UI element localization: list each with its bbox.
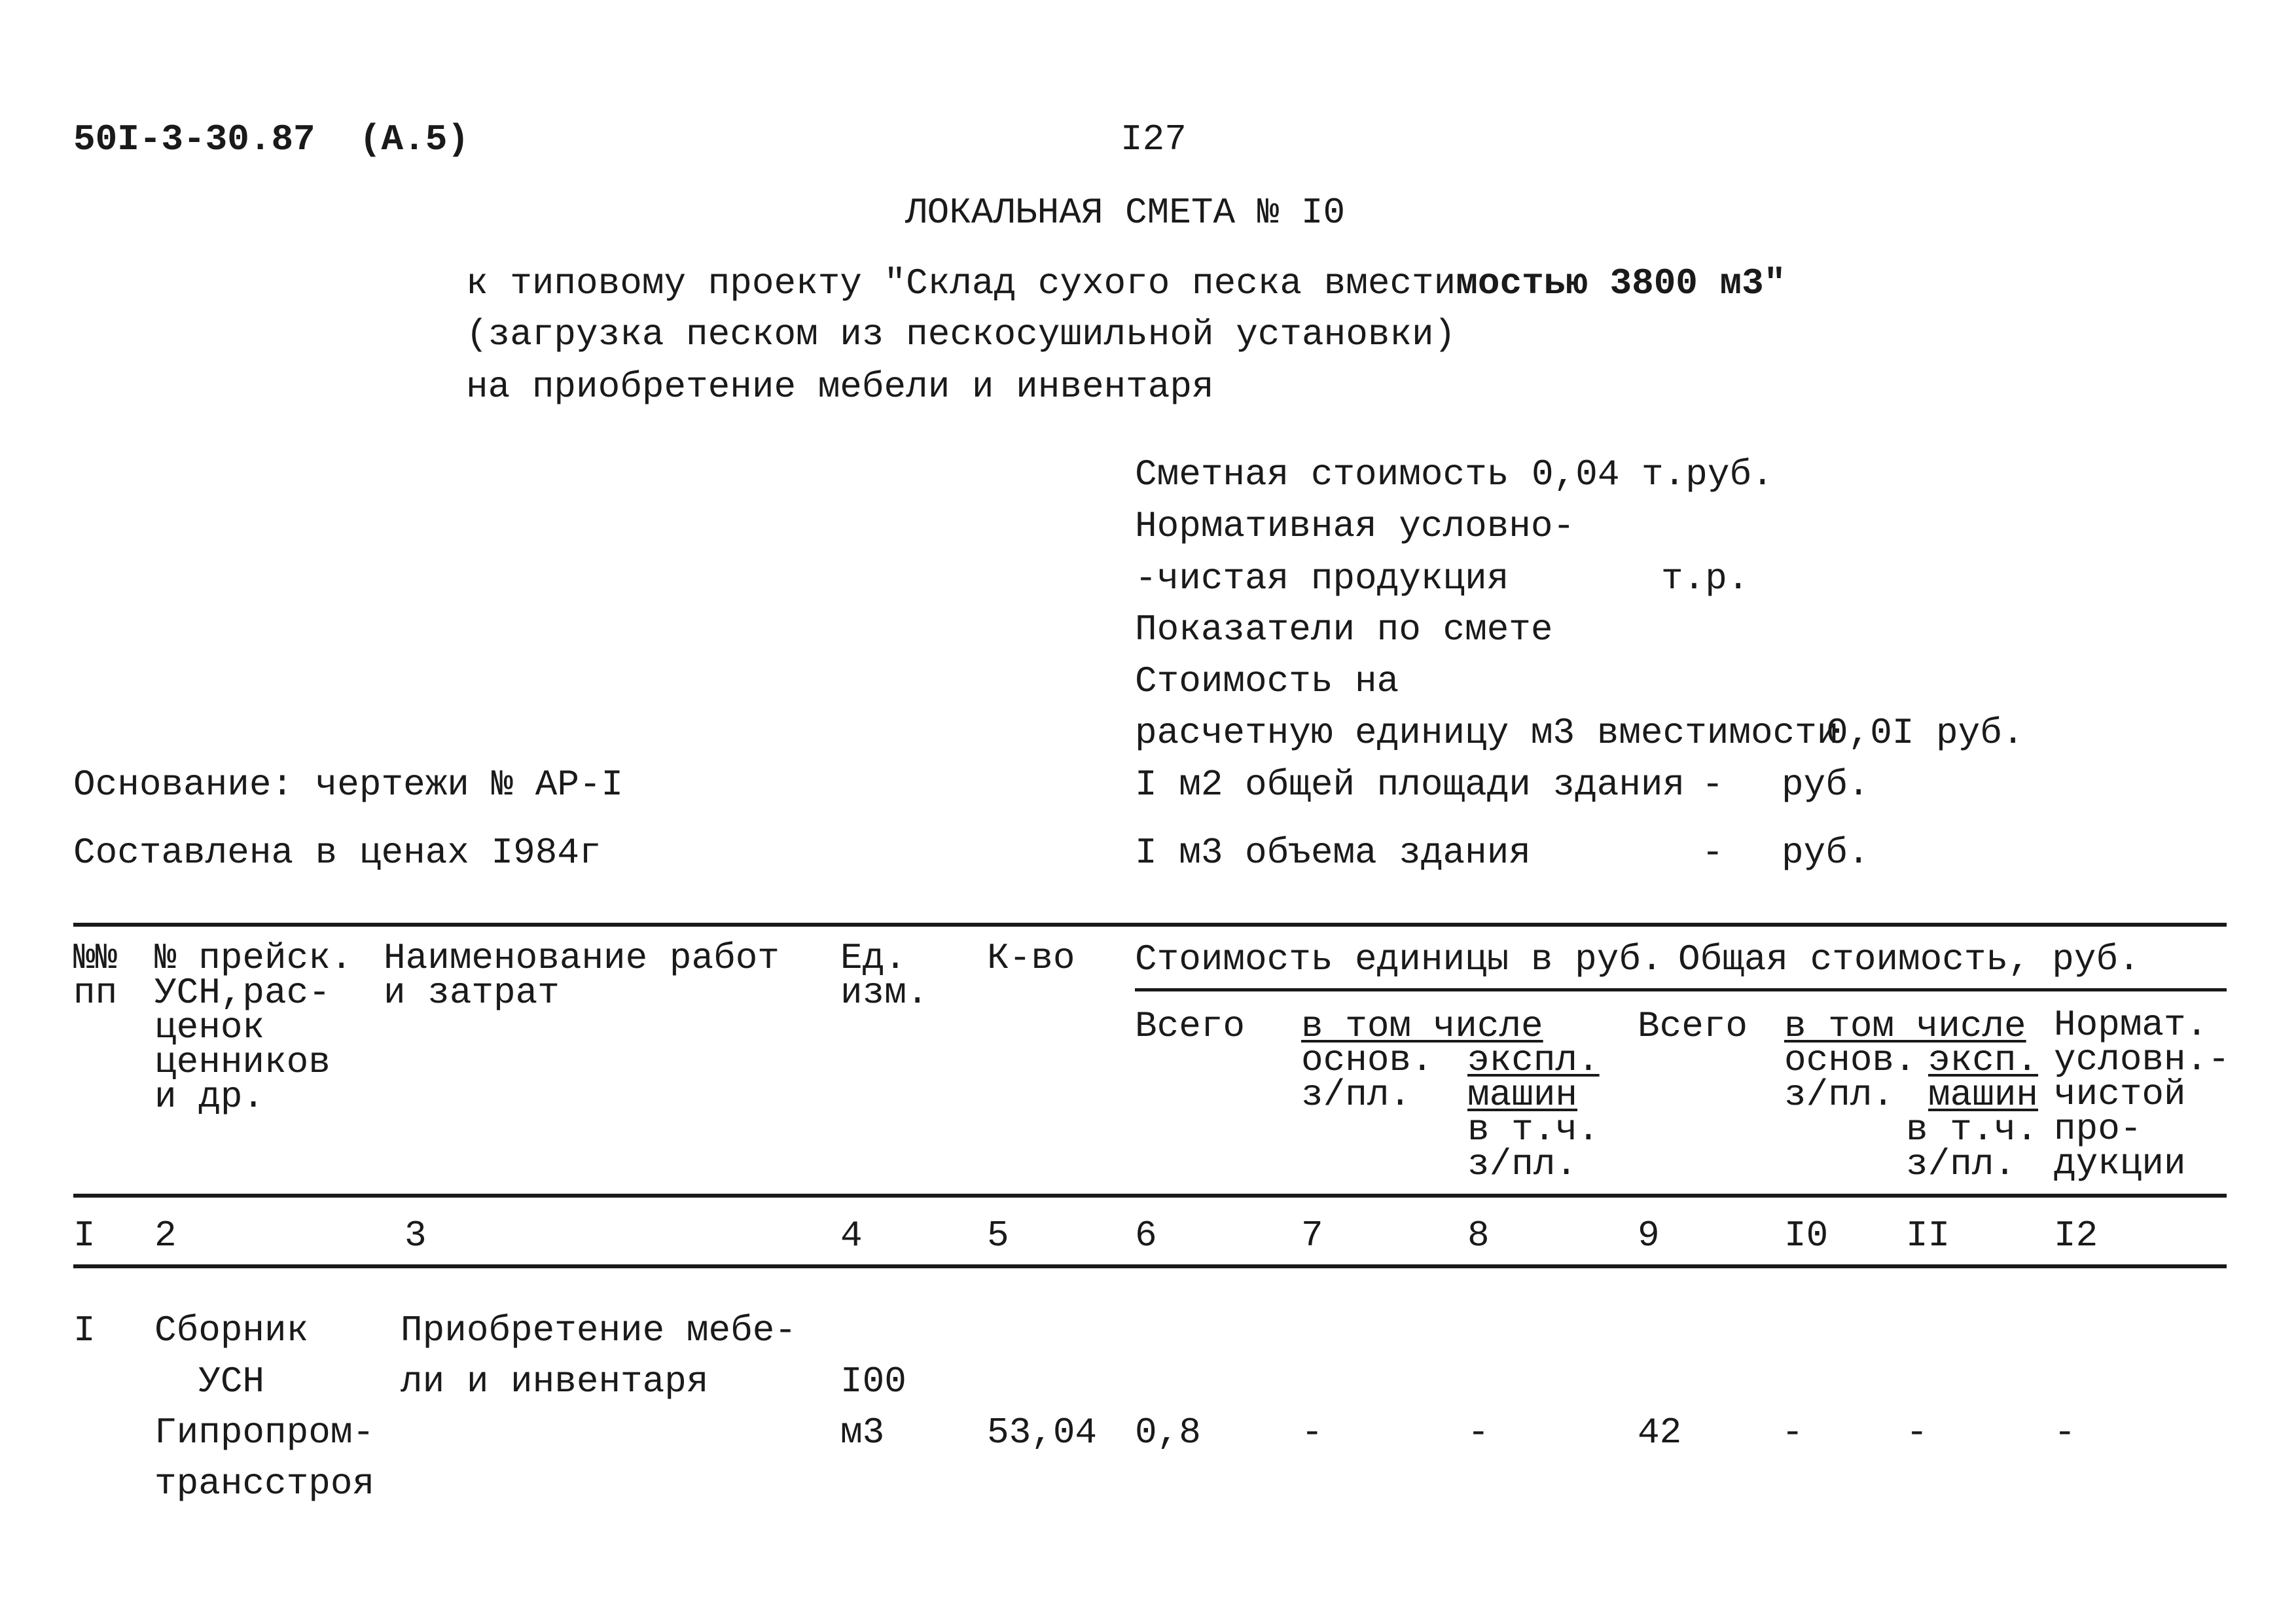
subtitle-line-1-bold: мостью 3800 м3"	[1456, 262, 1786, 304]
row-name: Приобретение мебе- ли и инвентаря	[401, 1310, 797, 1402]
volume-label: I м3 объема здания	[1135, 832, 1531, 874]
col-number-3: 3	[404, 1215, 427, 1257]
col-number-2: 2	[154, 1215, 177, 1257]
header-total-machines: эксп. машин	[1928, 1039, 2039, 1116]
cost-group-rule	[1135, 988, 2227, 991]
row-quantity: 53,04	[987, 1412, 1098, 1454]
volume-dash: -	[1702, 832, 1724, 874]
page-number: I27	[1121, 118, 1187, 160]
area-dash: -	[1702, 764, 1724, 806]
header-total-machines-wage: в т.ч. з/пл.	[1906, 1109, 2038, 1185]
row-number: I	[73, 1310, 96, 1351]
row-unit-machines: -	[1467, 1412, 1490, 1454]
col-number-1: I	[73, 1215, 96, 1257]
cost-label: Сметная стоимость	[1135, 454, 1509, 495]
subtitle-line-1	[466, 262, 1786, 304]
row-total-machines: -	[1906, 1412, 1928, 1454]
indicators-label: Показатели по смете	[1135, 609, 1553, 651]
normative-label-line-2: -чистая продукция	[1135, 558, 1509, 599]
row-total: 42	[1638, 1412, 1682, 1454]
header-unit-machines: экспл. машин	[1467, 1039, 1600, 1116]
header-unit-cost-group: Стоимость единицы в руб.	[1135, 938, 1663, 980]
row-unit-total: 0,8	[1135, 1412, 1201, 1454]
unit-cost-line: расчетную единицу м3 вместимости	[1135, 712, 1839, 754]
unit-cost-label: Стоимость на	[1135, 660, 1399, 702]
header-name: Наименование работ и затрат	[384, 937, 780, 1014]
basis-drawings: Основание: чертежи № АР-I	[73, 764, 624, 806]
subtitle-line-2: (загрузка песком из пескосушильной установки)	[466, 313, 1456, 355]
row-source: Сборник УСН Гипропром- трансстроя	[154, 1310, 375, 1505]
cost-value: 0,04 т.руб.	[1532, 454, 1774, 495]
header-unit-total: Всего	[1135, 1005, 1246, 1047]
col-number-9: 9	[1638, 1215, 1660, 1257]
header-row-number: №№ пп	[73, 937, 118, 1014]
col-number-11: II	[1906, 1215, 1950, 1257]
normative-label-line-1: Нормативная условно-	[1135, 505, 1575, 547]
column-numbers-rule	[73, 1264, 2227, 1268]
col-number-6: 6	[1135, 1215, 1157, 1257]
row-unit: I00 м3	[840, 1361, 906, 1454]
header-unit-base-wage: основ. з/пл.	[1301, 1039, 1433, 1116]
area-label: I м2 общей площади здания	[1135, 764, 1685, 806]
unit-cost-value: 0,0I руб.	[1826, 712, 2024, 754]
header-source: № прейск. УСН,рас- ценок ценников и др.	[154, 937, 353, 1118]
doc-code: 50I-3-30.87 (A.5)	[73, 118, 469, 160]
header-quantity: К-во	[987, 937, 1075, 979]
table-top-rule	[73, 923, 2227, 927]
col-number-12: I2	[2054, 1215, 2098, 1257]
row-unit-wage: -	[1301, 1412, 1323, 1454]
subtitle-line-1-prefix: к типовому проекту "Склад сухого песка вмести	[466, 262, 1456, 304]
header-normative: Нормат. условн.- чистой про- дукции	[2054, 1004, 2230, 1185]
volume-unit: руб.	[1782, 832, 1870, 874]
header-unit: Ед. изм.	[840, 937, 929, 1014]
header-total-cost-group: Общая стоимость, руб.	[1678, 938, 2140, 980]
subtitle-line-3: на приобретение мебели и инвентаря	[466, 366, 1214, 408]
row-normative: -	[2054, 1412, 2076, 1454]
normative-unit: т.р.	[1661, 558, 1749, 599]
page-title: ЛОКАЛЬНАЯ СМЕТА № I0	[905, 192, 1346, 234]
col-number-4: 4	[840, 1215, 863, 1257]
header-total-incl: в том числе	[1784, 1005, 2026, 1047]
header-unit-machines-wage: в т.ч. з/пл.	[1467, 1109, 1600, 1185]
col-number-5: 5	[987, 1215, 1009, 1257]
area-unit: руб.	[1782, 764, 1870, 806]
header-unit-incl: в том числе	[1301, 1005, 1543, 1047]
col-number-7: 7	[1301, 1215, 1323, 1257]
row-total-wage: -	[1782, 1412, 1804, 1454]
basis-prices: Составлена в ценах I984г	[73, 832, 601, 874]
header-total: Всего	[1638, 1005, 1748, 1047]
col-number-8: 8	[1467, 1215, 1490, 1257]
header-total-base-wage: основ. з/пл.	[1784, 1039, 1916, 1116]
col-number-10: I0	[1784, 1215, 1829, 1257]
header-bottom-rule	[73, 1194, 2227, 1198]
